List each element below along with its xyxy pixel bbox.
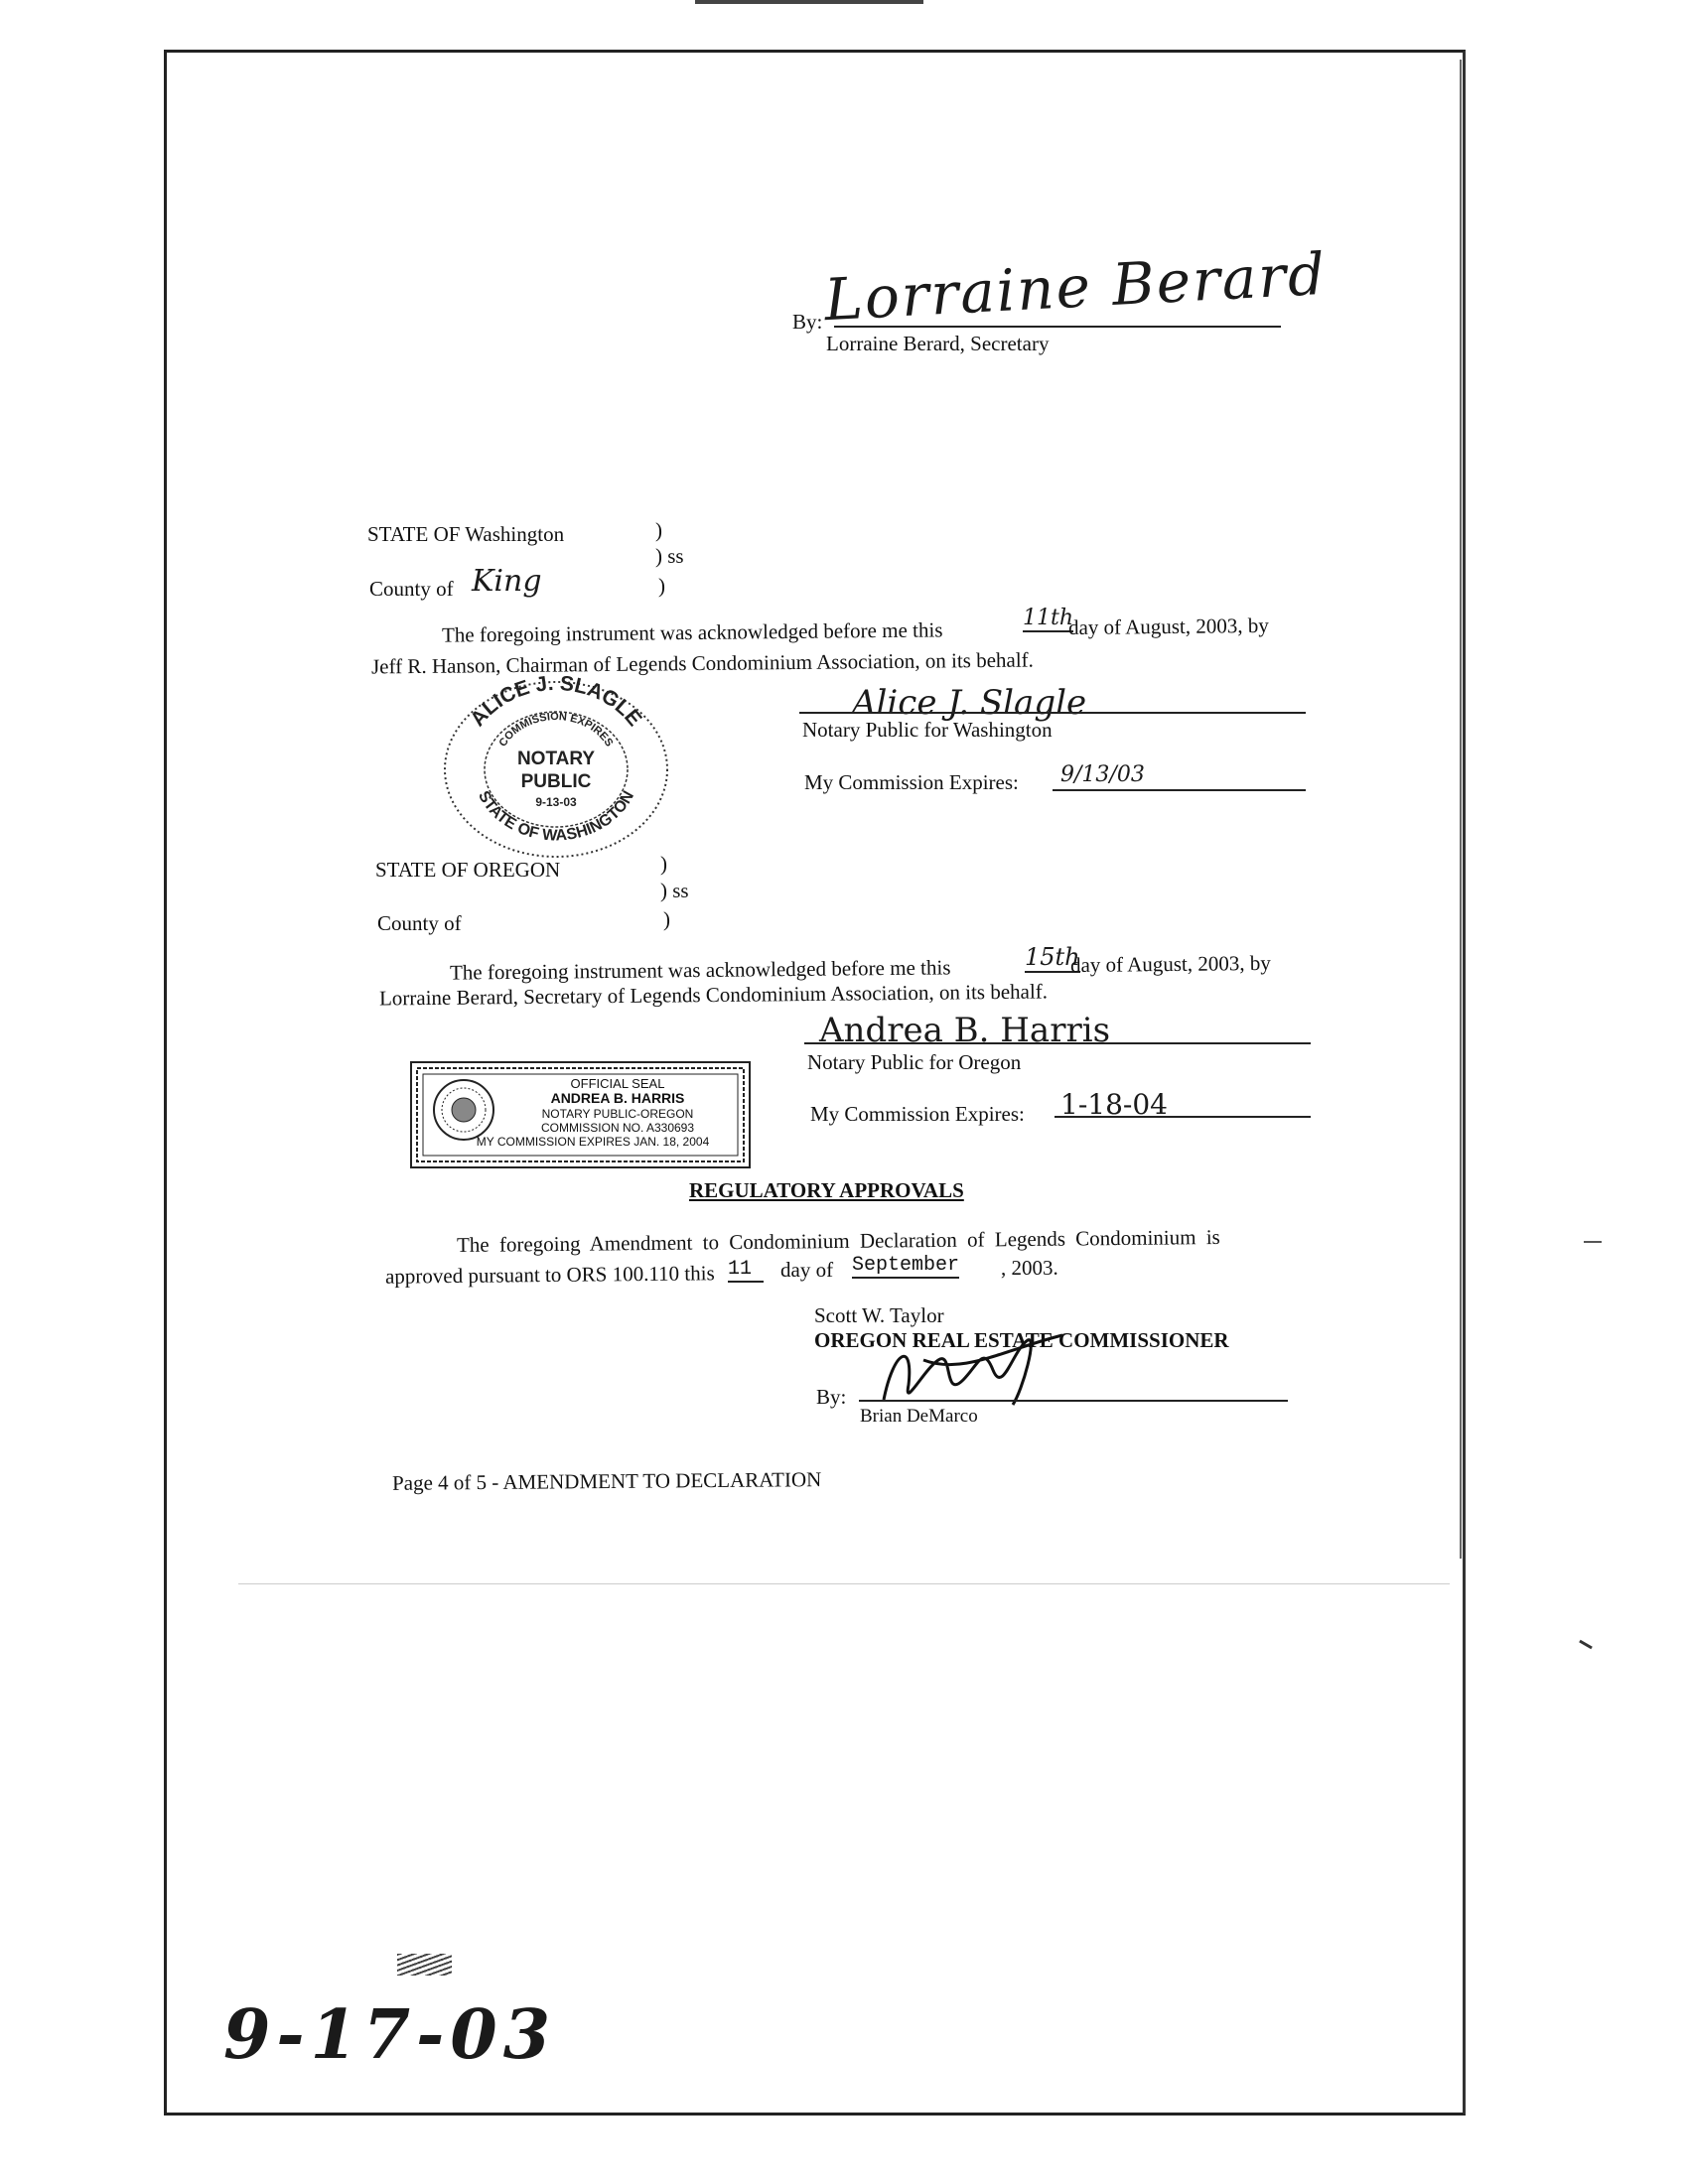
commissioner-name: Scott W. Taylor [814,1303,944,1327]
scan-mark-right [1579,1640,1593,1650]
wa-day-hand: 11th [1023,606,1074,630]
commissioner-signature-line [859,1400,1288,1402]
regulatory-day-typed: 11 [728,1258,764,1283]
page-border [164,50,1466,2116]
or-state-label: STATE OF OREGON [375,858,561,882]
wa-ss: ) ss [655,544,684,568]
regulatory-para-line2-mid: day of [780,1258,834,1282]
wa-seal-center-1: NOTARY [516,749,596,769]
secretary-by-label: By: [792,310,823,334]
or-seal-line1: OFFICIAL SEAL [570,1076,665,1091]
secretary-signature: Lorraine Berard [822,239,1329,335]
or-seal-line3: NOTARY PUBLIC-OREGON [541,1107,694,1121]
wa-notary-signature: Alice J. Slagle [852,683,1087,723]
or-expires-line [1055,1116,1311,1118]
wa-seal-bottom-text: STATE OF WASHINGTON [475,788,637,845]
regulatory-para-line2-pre: approved pursuant to ORS 100.110 this [384,1261,715,1289]
regulatory-month-typed: September [852,1254,960,1277]
inner-page-edge [1450,60,1462,1559]
scan-dots-bottom [238,1583,1450,1584]
or-body-line1-pre: The foregoing instrument was acknowledged before me this [449,955,951,985]
wa-body-line2: Jeff R. Hanson, Chairman of Legends Condominium Association, on its behalf. [370,647,1034,679]
secretary-name-title: Lorraine Berard, Secretary [826,332,1050,355]
wa-expires-line [1053,789,1306,791]
page-footer-label: Page 4 of 5 - AMENDMENT TO DECLARATION [391,1467,822,1495]
or-notary-signature-line [804,1042,1311,1044]
wa-state-label: STATE OF Washington [367,522,565,546]
wa-notary-signature-line [799,712,1306,714]
or-notary-label: Notary Public for Oregon [807,1050,1022,1074]
or-seal-line4: COMMISSION NO. A330693 [540,1121,695,1135]
handwritten-date: 9-17-03 [223,1995,557,2075]
or-notary-signature: Andrea B. Harris [819,1011,1111,1050]
wa-seal-outer-text: ALICE J. SLAGLE [466,675,646,732]
regulatory-para-line1: The foregoing Amendment to Condominium Declaration of Legends Condominium is [456,1224,1220,1258]
or-expires-hand: 1-18-04 [1060,1088,1168,1121]
wa-seal-center-2: PUBLIC [520,771,592,792]
or-seal-line5: MY COMMISSION EXPIRES JAN. 18, 2004 [476,1135,710,1149]
scan-mark-mid [1584,1241,1602,1243]
svg-text:COMMISSION EXPIRES [497,711,616,749]
or-day-hand: 15th [1025,943,1080,971]
or-paren-1: ) [660,852,667,876]
regulatory-heading: REGULATORY APPROVALS [689,1178,964,1202]
regulatory-para-line2-post: , 2003. [1001,1256,1058,1280]
wa-expires-hand: 9/13/03 [1060,762,1145,787]
or-body-line2: Lorraine Berard, Secretary of Legends Condominium Association, on its behalf. [378,979,1049,1011]
wa-seal-date: 9-13-03 [535,795,577,809]
secretary-signature-line [834,326,1281,328]
wa-expires-label: My Commission Expires: [804,770,1019,794]
or-expires-label: My Commission Expires: [810,1102,1025,1126]
scan-mark-top [695,0,923,4]
wa-paren-3: ) [658,574,665,598]
or-ss: ) ss [660,879,689,902]
wa-body-line1-pre: The foregoing instrument was acknowledged before me this [441,617,943,647]
scribble-mark [397,1954,452,1976]
or-county-label: County of [377,911,462,935]
or-paren-3: ) [663,907,670,931]
commissioner-by-label: By: [816,1385,847,1409]
wa-county-label: County of [369,577,454,601]
or-body-line1-post: day of August, 2003, by [1069,950,1271,978]
wa-body-line1-post: day of August, 2003, by [1067,613,1269,640]
or-notary-seal [409,1060,752,1169]
wa-seal-commission-text: COMMISSION EXPIRES [496,710,616,750]
wa-county-hand: King [472,564,542,599]
or-seal-line2: ANDREA B. HARRIS [550,1090,685,1106]
commissioner-signer-name: Brian DeMarco [860,1406,978,1427]
commissioner-title: OREGON REAL ESTATE COMMISSIONER [814,1328,1229,1352]
wa-notary-seal [437,675,675,864]
wa-notary-label: Notary Public for Washington [802,718,1053,742]
wa-paren-1: ) [655,518,662,542]
